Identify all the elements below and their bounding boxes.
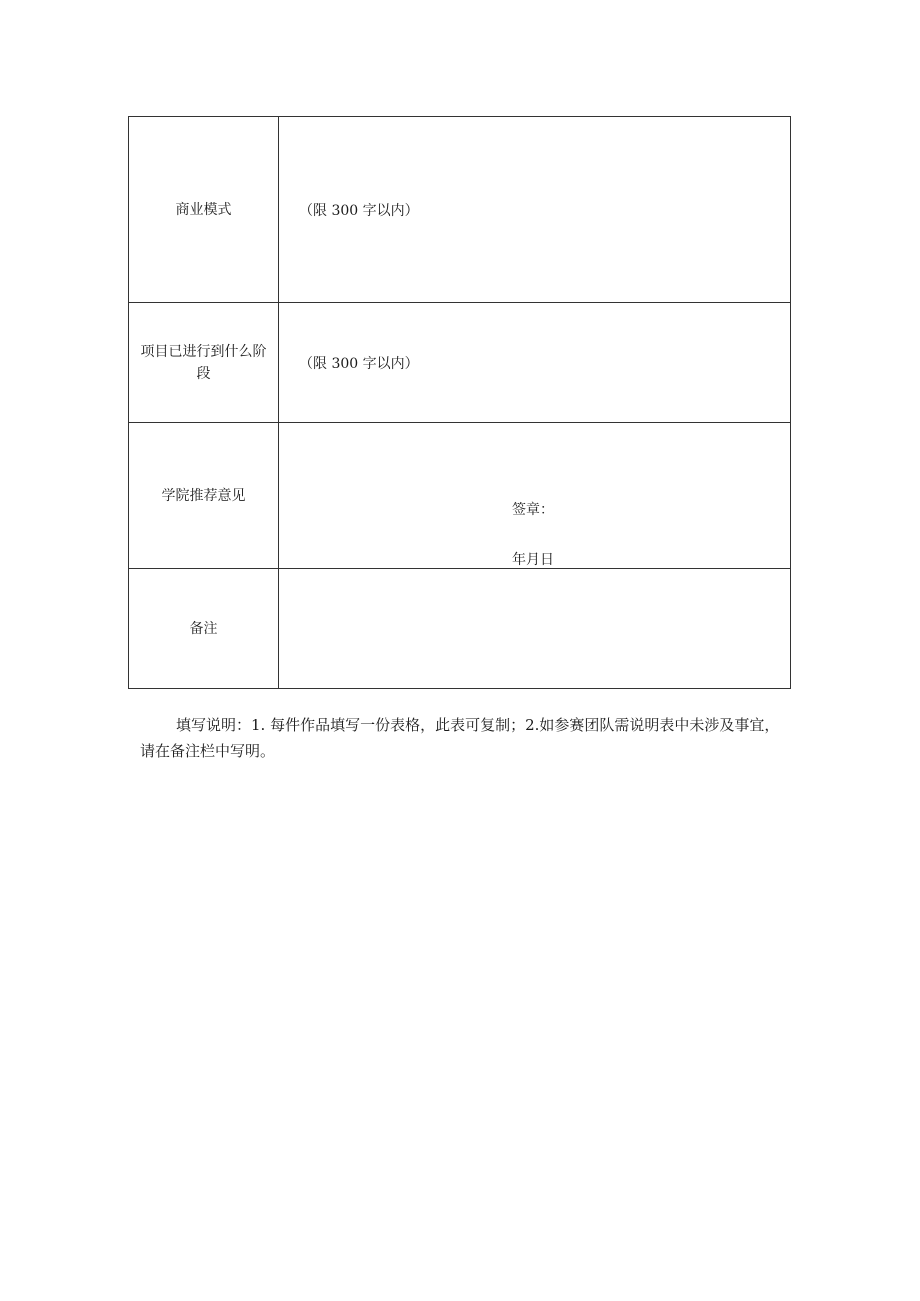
- business-model-row: [129, 117, 791, 303]
- business-model-label: 商业模式: [129, 117, 279, 303]
- project-stage-field[interactable]: （限 300 字以内）: [279, 303, 791, 423]
- college-recommendation-row: [129, 423, 791, 569]
- project-stage-row: [129, 303, 791, 423]
- fill-instructions: 填写说明：1. 每件作品填写一份表格，此表可复制；2.如参赛团队需说明表中未涉及事宜，请在备注栏中写明。: [140, 716, 780, 760]
- college-recommendation-field[interactable]: [279, 423, 791, 569]
- business-model-field[interactable]: （限 300 字以内）: [279, 117, 791, 303]
- seal-label: 签章：: [512, 502, 554, 518]
- notes-field[interactable]: [279, 569, 791, 689]
- notes-label: 备注: [129, 569, 279, 689]
- notes-row: [129, 569, 791, 689]
- date-label: 年月日: [512, 552, 554, 568]
- project-form-table: [128, 116, 791, 689]
- college-recommendation-label: 学院推荐意见: [129, 423, 279, 569]
- project-stage-label: 项目已进行到什么阶段: [129, 303, 279, 423]
